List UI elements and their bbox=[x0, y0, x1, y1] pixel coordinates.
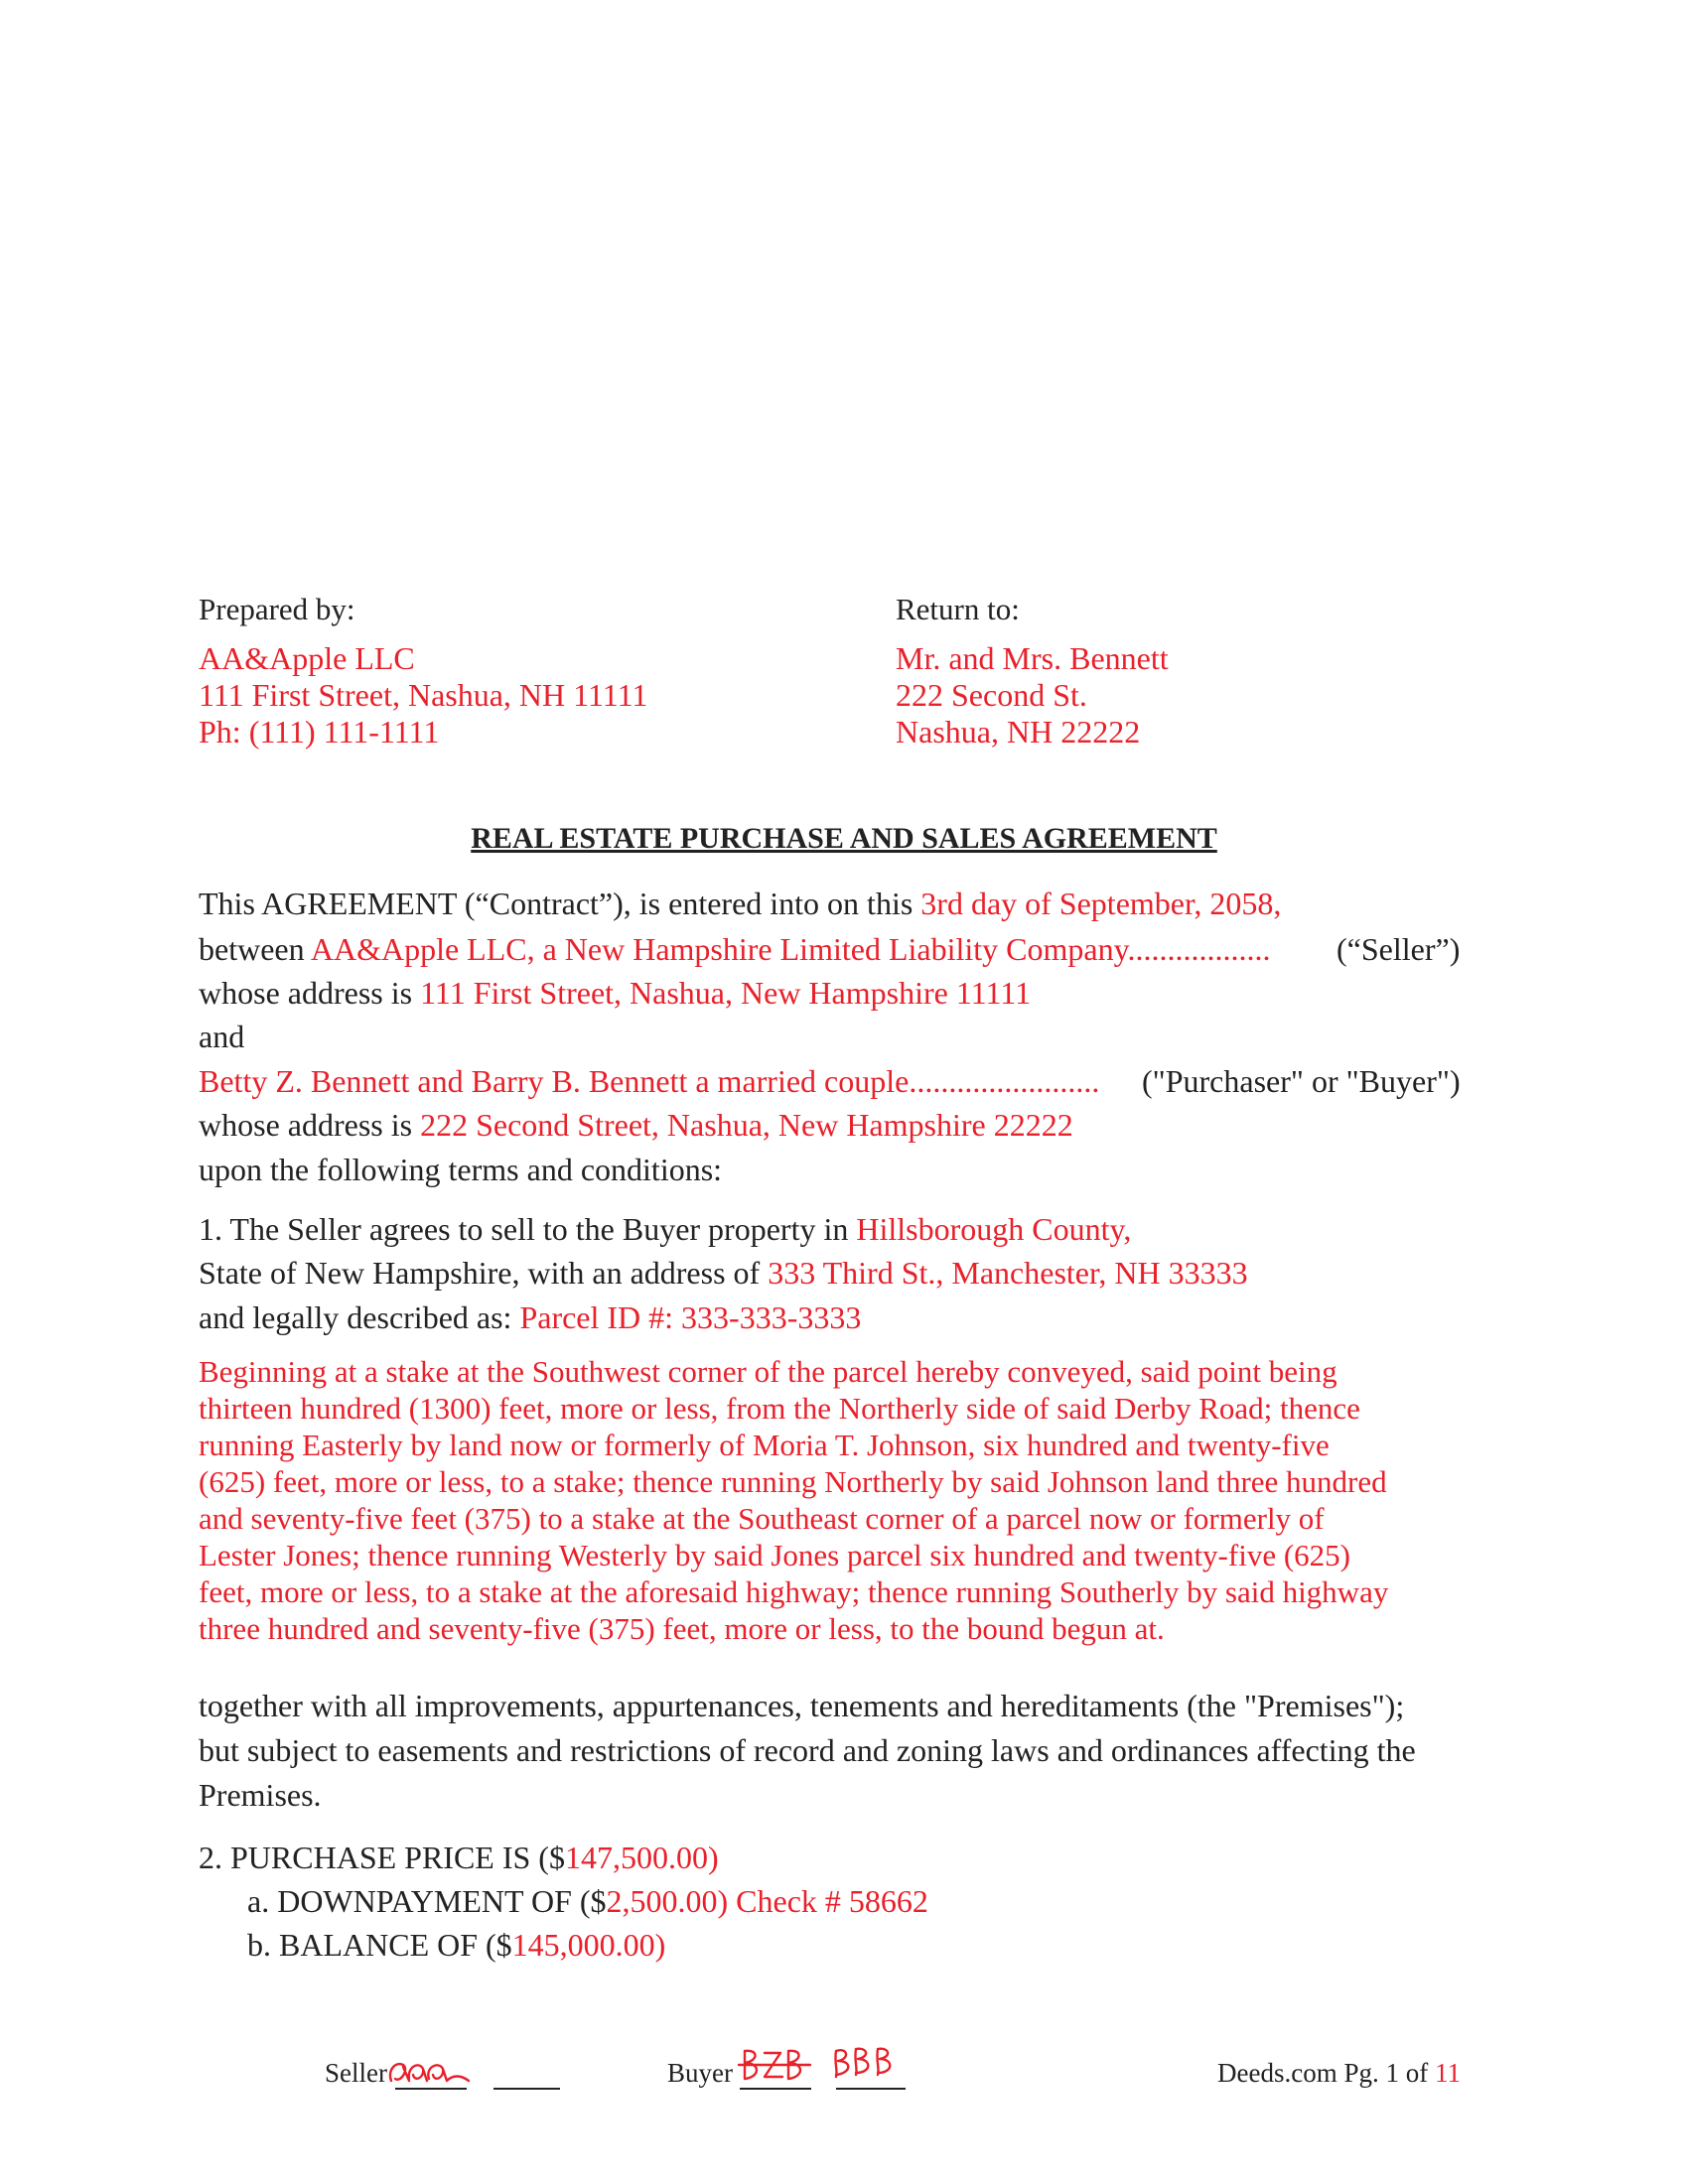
legal-line: thirteen hundred (1300) feet, more or less, from the Northerly side of said Derby Road; thence bbox=[199, 1391, 1360, 1426]
seller-address: 111 First Street, Nashua, New Hampshire 11111 bbox=[420, 975, 1032, 1011]
legal-line: running Easterly by land now or formerly of Moria T. Johnson, six hundred and twenty-five bbox=[199, 1428, 1330, 1462]
seller-address-line bbox=[199, 975, 1031, 1012]
buyer-initials-signature-2 bbox=[830, 2043, 910, 2083]
whose-address-text: whose address is bbox=[199, 975, 421, 1011]
return-to-city: Nashua, NH 22222 bbox=[896, 714, 1141, 750]
page-total: 11 bbox=[1434, 2058, 1461, 2088]
buyer-name: Betty Z. Bennett and Barry B. Bennett a married couple........................ bbox=[199, 1063, 1100, 1099]
document-title: REAL ESTATE PURCHASE AND SALES AGREEMENT bbox=[471, 822, 1217, 855]
terms-intro: upon the following terms and conditions: bbox=[199, 1152, 723, 1187]
between-text: between bbox=[199, 931, 311, 967]
premises-line: Premises. bbox=[199, 1777, 322, 1813]
prepared-by-label: Prepared by: bbox=[199, 592, 355, 626]
purchase-price-label: 2. PURCHASE PRICE IS ($ bbox=[199, 1840, 565, 1875]
page-number-prefix: Deeds.com Pg. 1 of bbox=[1217, 2058, 1435, 2088]
downpayment-amount: 2,500.00) Check # 58662 bbox=[606, 1883, 928, 1919]
buyer-initial-line-2 bbox=[836, 2088, 906, 2090]
balance-line bbox=[247, 1927, 665, 1964]
section1-text3: and legally described as: bbox=[199, 1299, 520, 1335]
legal-description bbox=[199, 1353, 1388, 1647]
parcel-id: Parcel ID #: 333-333-3333 bbox=[519, 1299, 862, 1335]
seller-name: AA&Apple LLC, a New Hampshire Limited Liability Company.................. bbox=[310, 931, 1271, 967]
buyer-initials-label: Buyer bbox=[667, 2058, 733, 2088]
seller-role: (“Seller”) bbox=[1336, 931, 1461, 967]
return-to-street: 222 Second St. bbox=[896, 677, 1087, 713]
legal-line: and seventy-five feet (375) to a stake at the Southeast corner of a parcel now or formerly of bbox=[199, 1501, 1325, 1536]
preparer-street: 111 First Street, Nashua, NH 11111 bbox=[199, 677, 648, 713]
property-address: 333 Third St., Manchester, NH 33333 bbox=[768, 1255, 1248, 1291]
premises-line: together with all improvements, appurtenances, tenements and hereditaments (the "Premises"); bbox=[199, 1688, 1405, 1723]
property-county: Hillsborough County, bbox=[856, 1211, 1132, 1247]
section1-text2: State of New Hampshire, with an address of bbox=[199, 1255, 769, 1291]
legal-line: three hundred and seventy-five (375) feet, more or less, to the bound begun at. bbox=[199, 1611, 1165, 1646]
premises-line: but subject to easements and restrictions of record and zoning laws and ordinances affecting the bbox=[199, 1732, 1416, 1768]
agreement-intro-line bbox=[199, 886, 1281, 922]
agreement-date: 3rd day of September, 2058, bbox=[920, 886, 1282, 921]
buyer-initials-signature-1 bbox=[737, 2045, 816, 2085]
section1-text1: 1. The Seller agrees to sell to the Buyer property in bbox=[199, 1211, 857, 1247]
seller-initial-line-2 bbox=[493, 2088, 560, 2090]
balance-label: b. BALANCE OF ($ bbox=[247, 1927, 512, 1963]
buyer-initial-line-1 bbox=[740, 2088, 811, 2090]
legal-line: (625) feet, more or less, to a stake; thence running Northerly by said Johnson land three hundred bbox=[199, 1464, 1387, 1499]
preparer-name: AA&Apple LLC bbox=[199, 640, 415, 676]
buyer-role: ("Purchaser" or "Buyer") bbox=[1142, 1063, 1461, 1099]
preparer-phone: Ph: (111) 111-1111 bbox=[199, 714, 440, 750]
page-number bbox=[1217, 2058, 1461, 2089]
between-line bbox=[199, 931, 1271, 968]
balance-amount: 145,000.00) bbox=[511, 1927, 666, 1963]
downpayment-label: a. DOWNPAYMENT OF ($ bbox=[247, 1883, 607, 1919]
intro-text: This AGREEMENT (“Contract”), is entered into on this bbox=[199, 886, 921, 921]
downpayment-line bbox=[247, 1883, 928, 1920]
purchase-price: 147,500.00) bbox=[564, 1840, 719, 1875]
buyer-address-line bbox=[199, 1107, 1073, 1144]
return-to-name: Mr. and Mrs. Bennett bbox=[896, 640, 1169, 676]
return-to-label: Return to: bbox=[896, 592, 1020, 626]
purchase-price-line bbox=[199, 1840, 719, 1876]
whose-address-text-buyer: whose address is bbox=[199, 1107, 421, 1143]
and-text: and bbox=[199, 1019, 245, 1054]
section1-line1 bbox=[199, 1211, 1131, 1248]
legal-line: Beginning at a stake at the Southwest corner of the parcel hereby conveyed, said point being bbox=[199, 1354, 1337, 1389]
legal-line: Lester Jones; thence running Westerly by said Jones parcel six hundred and twenty-five (625) bbox=[199, 1538, 1350, 1572]
seller-initials-signature bbox=[385, 2053, 475, 2089]
section1-line2 bbox=[199, 1255, 1248, 1292]
buyer-address: 222 Second Street, Nashua, New Hampshire 22222 bbox=[420, 1107, 1073, 1143]
seller-initials-label: Seller bbox=[325, 2058, 387, 2088]
legal-line: feet, more or less, to a stake at the aforesaid highway; thence running Southerly by said highway bbox=[199, 1574, 1389, 1609]
section1-line3 bbox=[199, 1299, 861, 1336]
